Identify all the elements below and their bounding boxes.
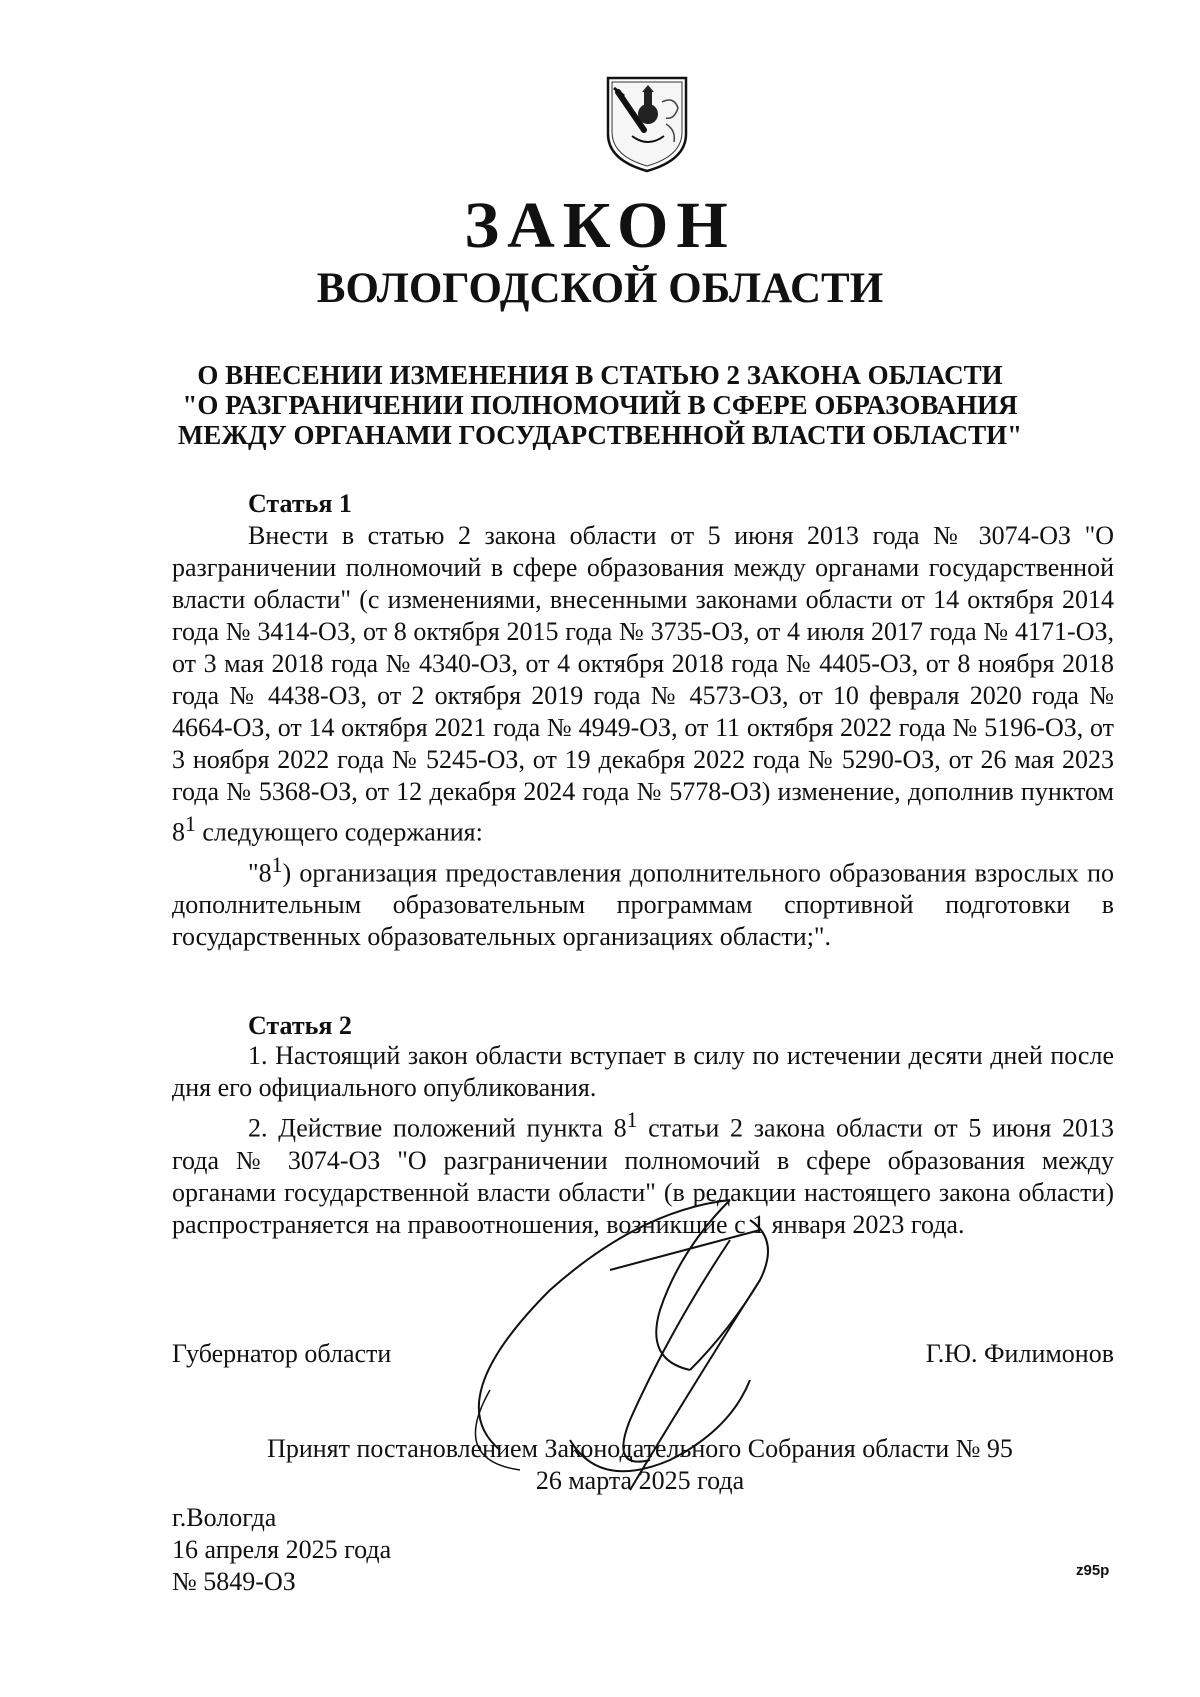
subject-line-3: МЕЖДУ ОРГАНАМИ ГОСУДАРСТВЕННОЙ ВЛАСТИ ОБЛАСТИ" [177, 420, 1023, 450]
article-2-body [172, 1040, 1114, 1241]
quote-text: ) организация предоставления дополнительного образования взрослых по дополнительным образовательным программам спортивной подготовки в государственных образовательных организациях области;". [172, 858, 1114, 952]
subject-line-2: "О РАЗГРАНИЧЕНИИ ПОЛНОМОЧИЙ В СФЕРЕ ОБРАЗОВАНИЯ [182, 390, 1018, 420]
law-subject-title [0, 360, 1200, 450]
article-2-paragraph-1: 1. Настоящий закон области вступает в силу по истечении десяти дней после дня его официального опубликования. [172, 1041, 1114, 1102]
article-2-p2-head: 2. Действие положений пункта 8 [248, 1113, 627, 1143]
article-1-intro-text: Внести в статью 2 закона области от 5 июня 2013 года № 3074-ОЗ "О разграничении полномочий в сфере образования между органами государственной власти области" (с изменениями, внесенными законами области от 14 октября 2014 года № 3414-ОЗ, от 8 октября 2015 года № 3735-ОЗ, от 4 июля 2017 года № 4171-ОЗ, от 3 мая 2018 года № 4340-ОЗ, от 4 октября 2018 года № 4405-ОЗ, от 8 ноября 2018 года № 4438-ОЗ, от 2 октября 2019 года № 4573-ОЗ, от 10 февраля 2020 года № 4664-ОЗ, от 14 октября 2021 года № 4949-ОЗ, от 11 октября 2022 года № 5196-ОЗ, от 3 ноября 2022 года № 5245-ОЗ, от 19 декабря 2022 года № 5290-ОЗ, от 26 мая 2023 года № 5368-ОЗ, от 12 декабря 2024 года № 5778-ОЗ) изменение, дополнив пунктом 8 [172, 521, 1114, 847]
issue-number: № 5849-ОЗ [172, 1567, 296, 1596]
signatory-name: Г.Ю. Филимонов [925, 1339, 1114, 1368]
issue-date: 16 апреля 2025 года [172, 1535, 392, 1564]
law-title: ЗАКОН [464, 189, 736, 262]
quote-sup: 1 [271, 852, 283, 877]
region-title: ВОЛОГОДСКОЙ ОБЛАСТИ [316, 265, 884, 312]
adoption-line-2: 26 марта 2025 года [535, 1466, 745, 1495]
coat-of-arms-emblem [604, 74, 690, 174]
signatory-position: Губернатор области [172, 1339, 392, 1368]
article-1-body [172, 520, 1114, 953]
article-1-intro-tail: следующего содержания: [195, 817, 483, 847]
adoption-line-1: Принят постановлением Законодательного Собрания области № 95 [267, 1434, 1013, 1463]
article-2-p2-sup: 1 [626, 1108, 638, 1132]
adoption-info [0, 1433, 1200, 1497]
article-2-p2-text: статьи 2 закона области от 5 июня 2013 года № 3074-ОЗ "О разграничении полномочий в сфере образования между органами государственной власти области" (в редакции настоящего закона области) распространяется на правоотношения, возникшие с 1 января 2023 года. [172, 1113, 1114, 1239]
article-2-heading: Статья 2 [248, 1011, 352, 1040]
issue-details [172, 1502, 391, 1598]
article-1-heading: Статья 1 [248, 489, 352, 518]
article-1-intro-sup: 1 [185, 812, 196, 836]
article-1-intro [172, 520, 1114, 849]
quote-head: "8 [248, 858, 272, 888]
subject-line-1: О ВНЕСЕНИИ ИЗМЕНЕНИЯ В СТАТЬЮ 2 ЗАКОНА ОБЛАСТИ [197, 360, 1003, 390]
article-2-paragraph-2 [172, 1104, 1114, 1241]
document-code: z95p [1076, 1562, 1110, 1579]
article-1-quote [172, 849, 1114, 954]
issue-city: г.Вологда [172, 1503, 277, 1532]
